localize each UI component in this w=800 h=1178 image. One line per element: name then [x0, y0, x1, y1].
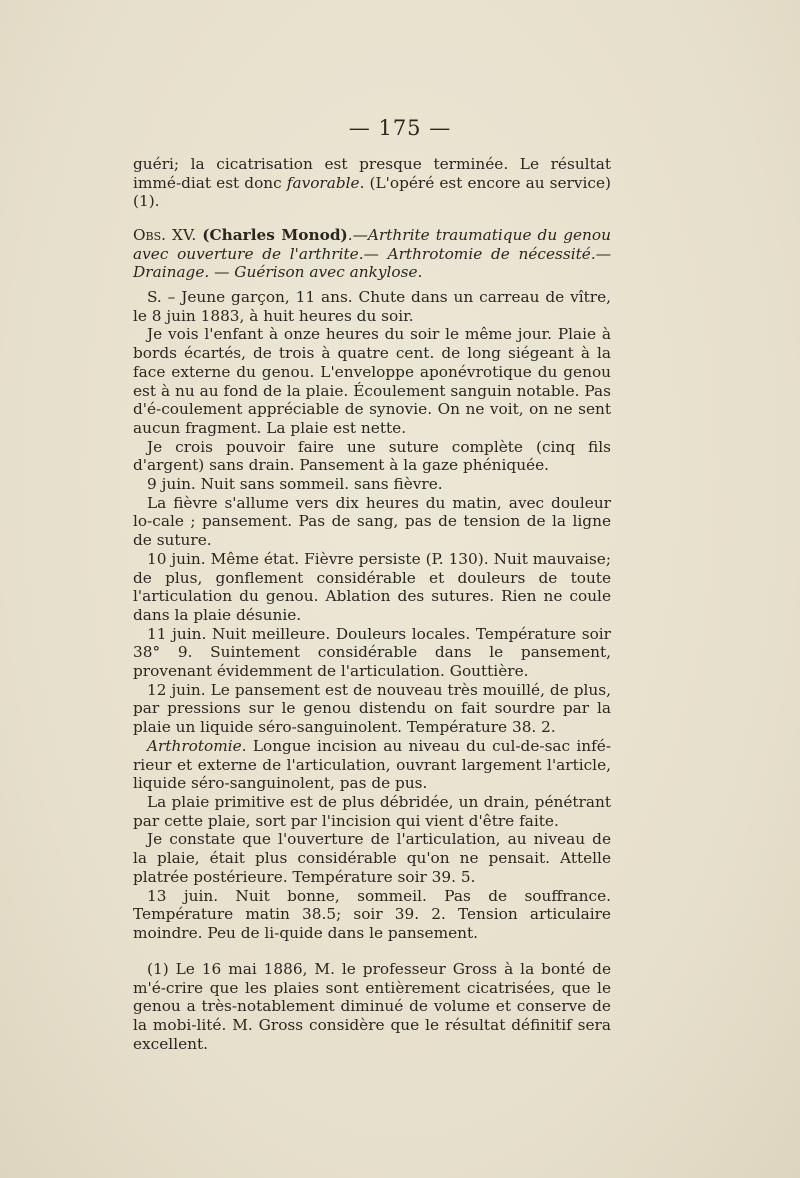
arthrotomie-text: Longue incision au niveau du cul-de-sac infé-rieur et externe de l'articulation, ouvrant largement l'article, liquide séro-sanguinolent, pas de pus. — [133, 736, 611, 793]
body-paragraph: La fièvre s'allume vers dix heures du matin, avec douleur lo-cale ; pansement. Pas de sang, pas de tension de la ligne de suture. — [133, 493, 611, 550]
body-paragraph: 9 juin. Nuit sans sommeil. sans fièvre. — [147, 475, 443, 494]
body-paragraph: La plaie primitive est de plus débridée, un drain, pénétrant par cette plaie, sort par l'incision qui vient d'être faite. — [133, 792, 611, 830]
observation-label: Obs. XV. — [133, 226, 197, 244]
arthrotomie-label: Arthrotomie. — [147, 736, 247, 755]
observation-author: (Charles Monod) — [202, 226, 348, 244]
observation-body — [133, 288, 611, 943]
intro-text-start: guéri; la cicatrisation est presque terminée. Le résultat immé-diat est donc — [133, 155, 611, 192]
page-number: — 175 — — [348, 116, 452, 140]
observation-heading — [133, 226, 611, 282]
body-paragraph: 10 juin. Même état. Fièvre persiste (P. 130). Nuit mauvaise; de plus, gonflement considérable et douleurs de toute l'articulation du genou. Ablation des sutures. Rien ne coule dans la plaie désunie. — [133, 549, 611, 624]
body-paragraph: 11 juin. Nuit meilleure. Douleurs locales. Température soir 38° 9. Suintement considérable dans le pansement, provenant évidemment de l'articulation. Gouttière. — [133, 624, 611, 681]
observation-title: .—Arthrite traumatique du genou avec ouverture de l'arthrite.— Arthrotomie de nécessité.— Drainage. — Guérison avec ankylose. — [133, 226, 611, 282]
body-paragraph: S. – Jeune garçon, 11 ans. Chute dans un carreau de vître, le 8 juin 1883, à huit heures du soir. — [133, 288, 611, 325]
intro-paragraph — [133, 155, 611, 211]
footnote — [133, 960, 611, 1054]
body-paragraph: Je constate que l'ouverture de l'articulation, au niveau de la plaie, était plus considérable qu'on ne pensait. Attelle platrée postérieure. Température soir 39. 5. — [133, 830, 611, 886]
footnote-text: (1) Le 16 mai 1886, M. le professeur Gross à la bonté de m'é-crire que les plaies sont entièrement cicatrisées, que le genou a très-notablement diminué de volume et conserve de la mobi-lité. M. Gross considère que le résultat définitif sera excellent. — [133, 960, 611, 1053]
arthrotomie-paragraph — [133, 737, 611, 793]
intro-favorable: favorable — [286, 173, 360, 192]
intro-text-end: . (L'opéré est encore au service) (1). — [133, 173, 611, 211]
body-paragraph: Je crois pouvoir faire une suture complète (cinq fils d'argent) sans drain. Pansement à la gaze phéniquée. — [133, 437, 611, 475]
body-paragraph: Je vois l'enfant à onze heures du soir le même jour. Plaie à bords écartés, de trois à quatre cent. de long siégeant à la face externe du genou. L'enveloppe aponévrotique du genou est à nu au fond de la plaie. Écoulement sanguin notable. Pas d'é-coulement appréciable de synovie. On ne voit, on ne sent aucun fragment. La plaie est nette. — [133, 325, 611, 437]
body-paragraph: 12 juin. Le pansement est de nouveau très mouillé, de plus, par pressions sur le genou distendu on fait sourdre par la plaie un liquide séro-sanguinolent. Température 38. 2. — [133, 680, 611, 737]
body-paragraph: 13 juin. Nuit bonne, sommeil. Pas de souffrance. Température matin 38.5; soir 39. 2. Tension articulaire moindre. Peu de li-quide dans le pansement. — [133, 886, 611, 942]
